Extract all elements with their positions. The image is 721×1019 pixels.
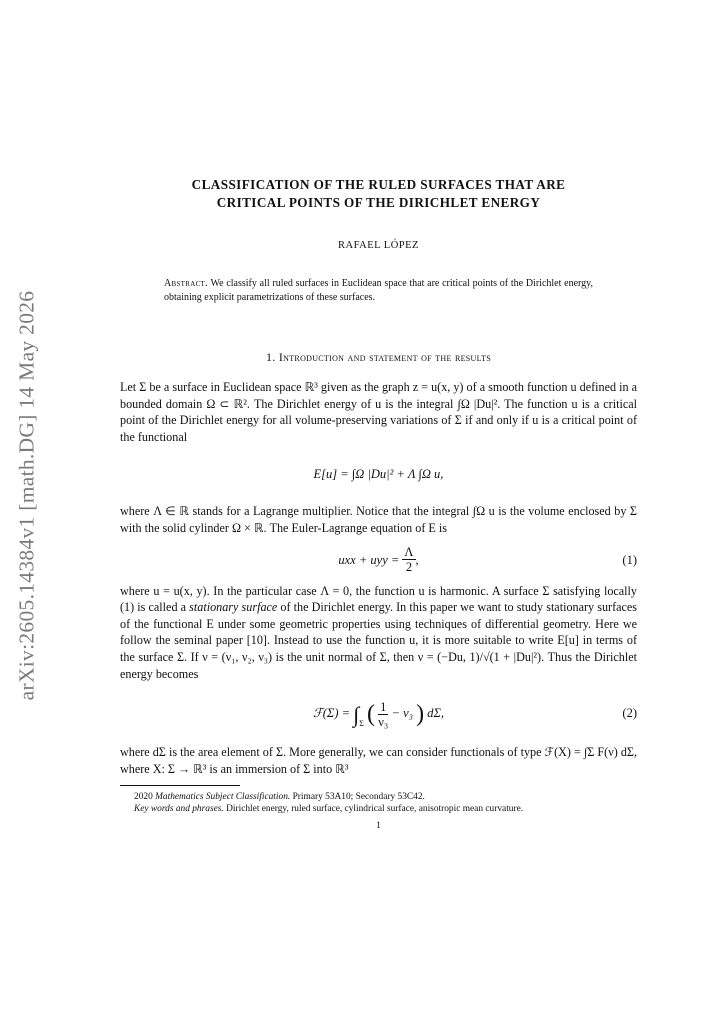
- footnote-msc-label: Mathematics Subject Classification.: [155, 792, 291, 803]
- equation-1: uxx + uyy = $\frac{\Lambda}{2}$ , (1): [120, 543, 637, 577]
- equation-2-fraction: [378, 700, 388, 729]
- paragraph-3-part-a: where u = u(x, y). In the particular case Λ = 0, the function u is harmonic. A surface Σ satisfying locally (1) is called a: [120, 583, 637, 615]
- title-line-2: CRITICAL POINTS OF THE DIRICHLET ENERGY: [216, 195, 541, 210]
- abstract: [164, 277, 593, 304]
- paragraph-2: where Λ ∈ ℝ stands for a Lagrange multiplier. Notice that the integral ∫Ω u is the volume enclosed by Σ with the solid cylinder Ω × ℝ. The Euler-Lagrange equation of E is: [120, 504, 637, 535]
- fraction-numerator: Λ: [404, 545, 414, 560]
- fraction-denominator: ν₃: [378, 714, 389, 729]
- equation-functional: E[u] = ∫Ω |Du|² + Λ ∫Ω u,: [313, 467, 444, 482]
- equation-2-middle: − ν₃: [391, 706, 413, 721]
- abstract-text: We classify all ruled surfaces in Euclidean space that are critical points of the Dirichlet energy, obtaining explicit parametrizations of these surfaces.: [164, 278, 594, 303]
- footnote-keywords: [120, 803, 637, 815]
- section-heading: 1. Introduction and statement of the results: [265, 350, 492, 364]
- page-number: 1: [376, 821, 381, 832]
- footnote-msc: [120, 791, 637, 803]
- author-name: RAFAEL LÓPEZ: [338, 240, 419, 251]
- paper-page: [120, 176, 637, 831]
- left-paren: (: [367, 701, 376, 728]
- footnote-divider: [120, 785, 240, 786]
- integral-sign: ∫: [353, 702, 360, 728]
- footnote-msc-year: 2020: [134, 792, 156, 803]
- abstract-label: Abstract.: [164, 278, 208, 289]
- paper-title: [120, 176, 637, 212]
- equation-1-number: (1): [622, 552, 637, 567]
- equation-1-lhs: uxx + uyy =: [338, 552, 400, 567]
- equation-1-fraction: [402, 545, 415, 574]
- fraction-numerator: 1: [380, 699, 387, 714]
- title-line-1: CLASSIFICATION OF THE RULED SURFACES THAT ARE: [191, 177, 566, 192]
- equation-2-lhs: ℱ(Σ) =: [312, 706, 351, 721]
- footnotes: [120, 791, 637, 815]
- body-text: [120, 379, 637, 777]
- paragraph-1: Let Σ be a surface in Euclidean space ℝ³ given as the graph z = u(x, y) of a smooth function u defined in a bounded domain Ω ⊂ ℝ². The Dirichlet energy of u is the integral ∫Ω |Du|². The function u is a critical point of the Dirichlet energy for all volume-preserving variations of Σ if and only if u is a critical point of the functional: [120, 380, 637, 444]
- equation-2: [120, 688, 637, 738]
- equation-2-end: dΣ,: [427, 706, 445, 721]
- paragraph-3-emphasis: stationary surface: [189, 600, 278, 615]
- arxiv-stamp: [3, 280, 51, 710]
- footnote-keywords-list: Dirichlet energy, ruled surface, cylindrical surface, anisotropic mean curvature.: [223, 804, 524, 815]
- footnote-msc-codes: Primary 53A10; Secondary 53C42.: [290, 792, 425, 803]
- paragraph-3: [120, 583, 637, 683]
- integral-subscript: Σ: [359, 719, 364, 729]
- paragraph-4: where dΣ is the area element of Σ. More generally, we can consider functionals of type ℱ(X) = ∫Σ F(ν) dΣ, where X: Σ → ℝ³ is an immersion of Σ into ℝ³: [120, 745, 637, 776]
- footnote-keywords-label: Key words and phrases.: [134, 804, 224, 815]
- equation-2-number: (2): [622, 706, 637, 721]
- paragraph-3-part-b: of the Dirichlet energy. In this paper we want to study stationary surfaces of the functional E under some geometric properties using techniques of differential geometry. Here we follow the seminal paper [10]. Instead to use the function u, it is more suitable to write E[u] in terms of the surface Σ. If ν = (ν₁, ν₂, ν₃) is the unit normal of Σ, then ν = (−Du, 1)/√(1 + |Du|²). Thus the Dirichlet energy becomes: [120, 600, 637, 681]
- right-paren: ): [416, 701, 425, 728]
- fraction-denominator: 2: [405, 560, 413, 575]
- arxiv-identifier: arXiv:2605.14384v1 [math.DG] 14 May 2026: [14, 290, 39, 700]
